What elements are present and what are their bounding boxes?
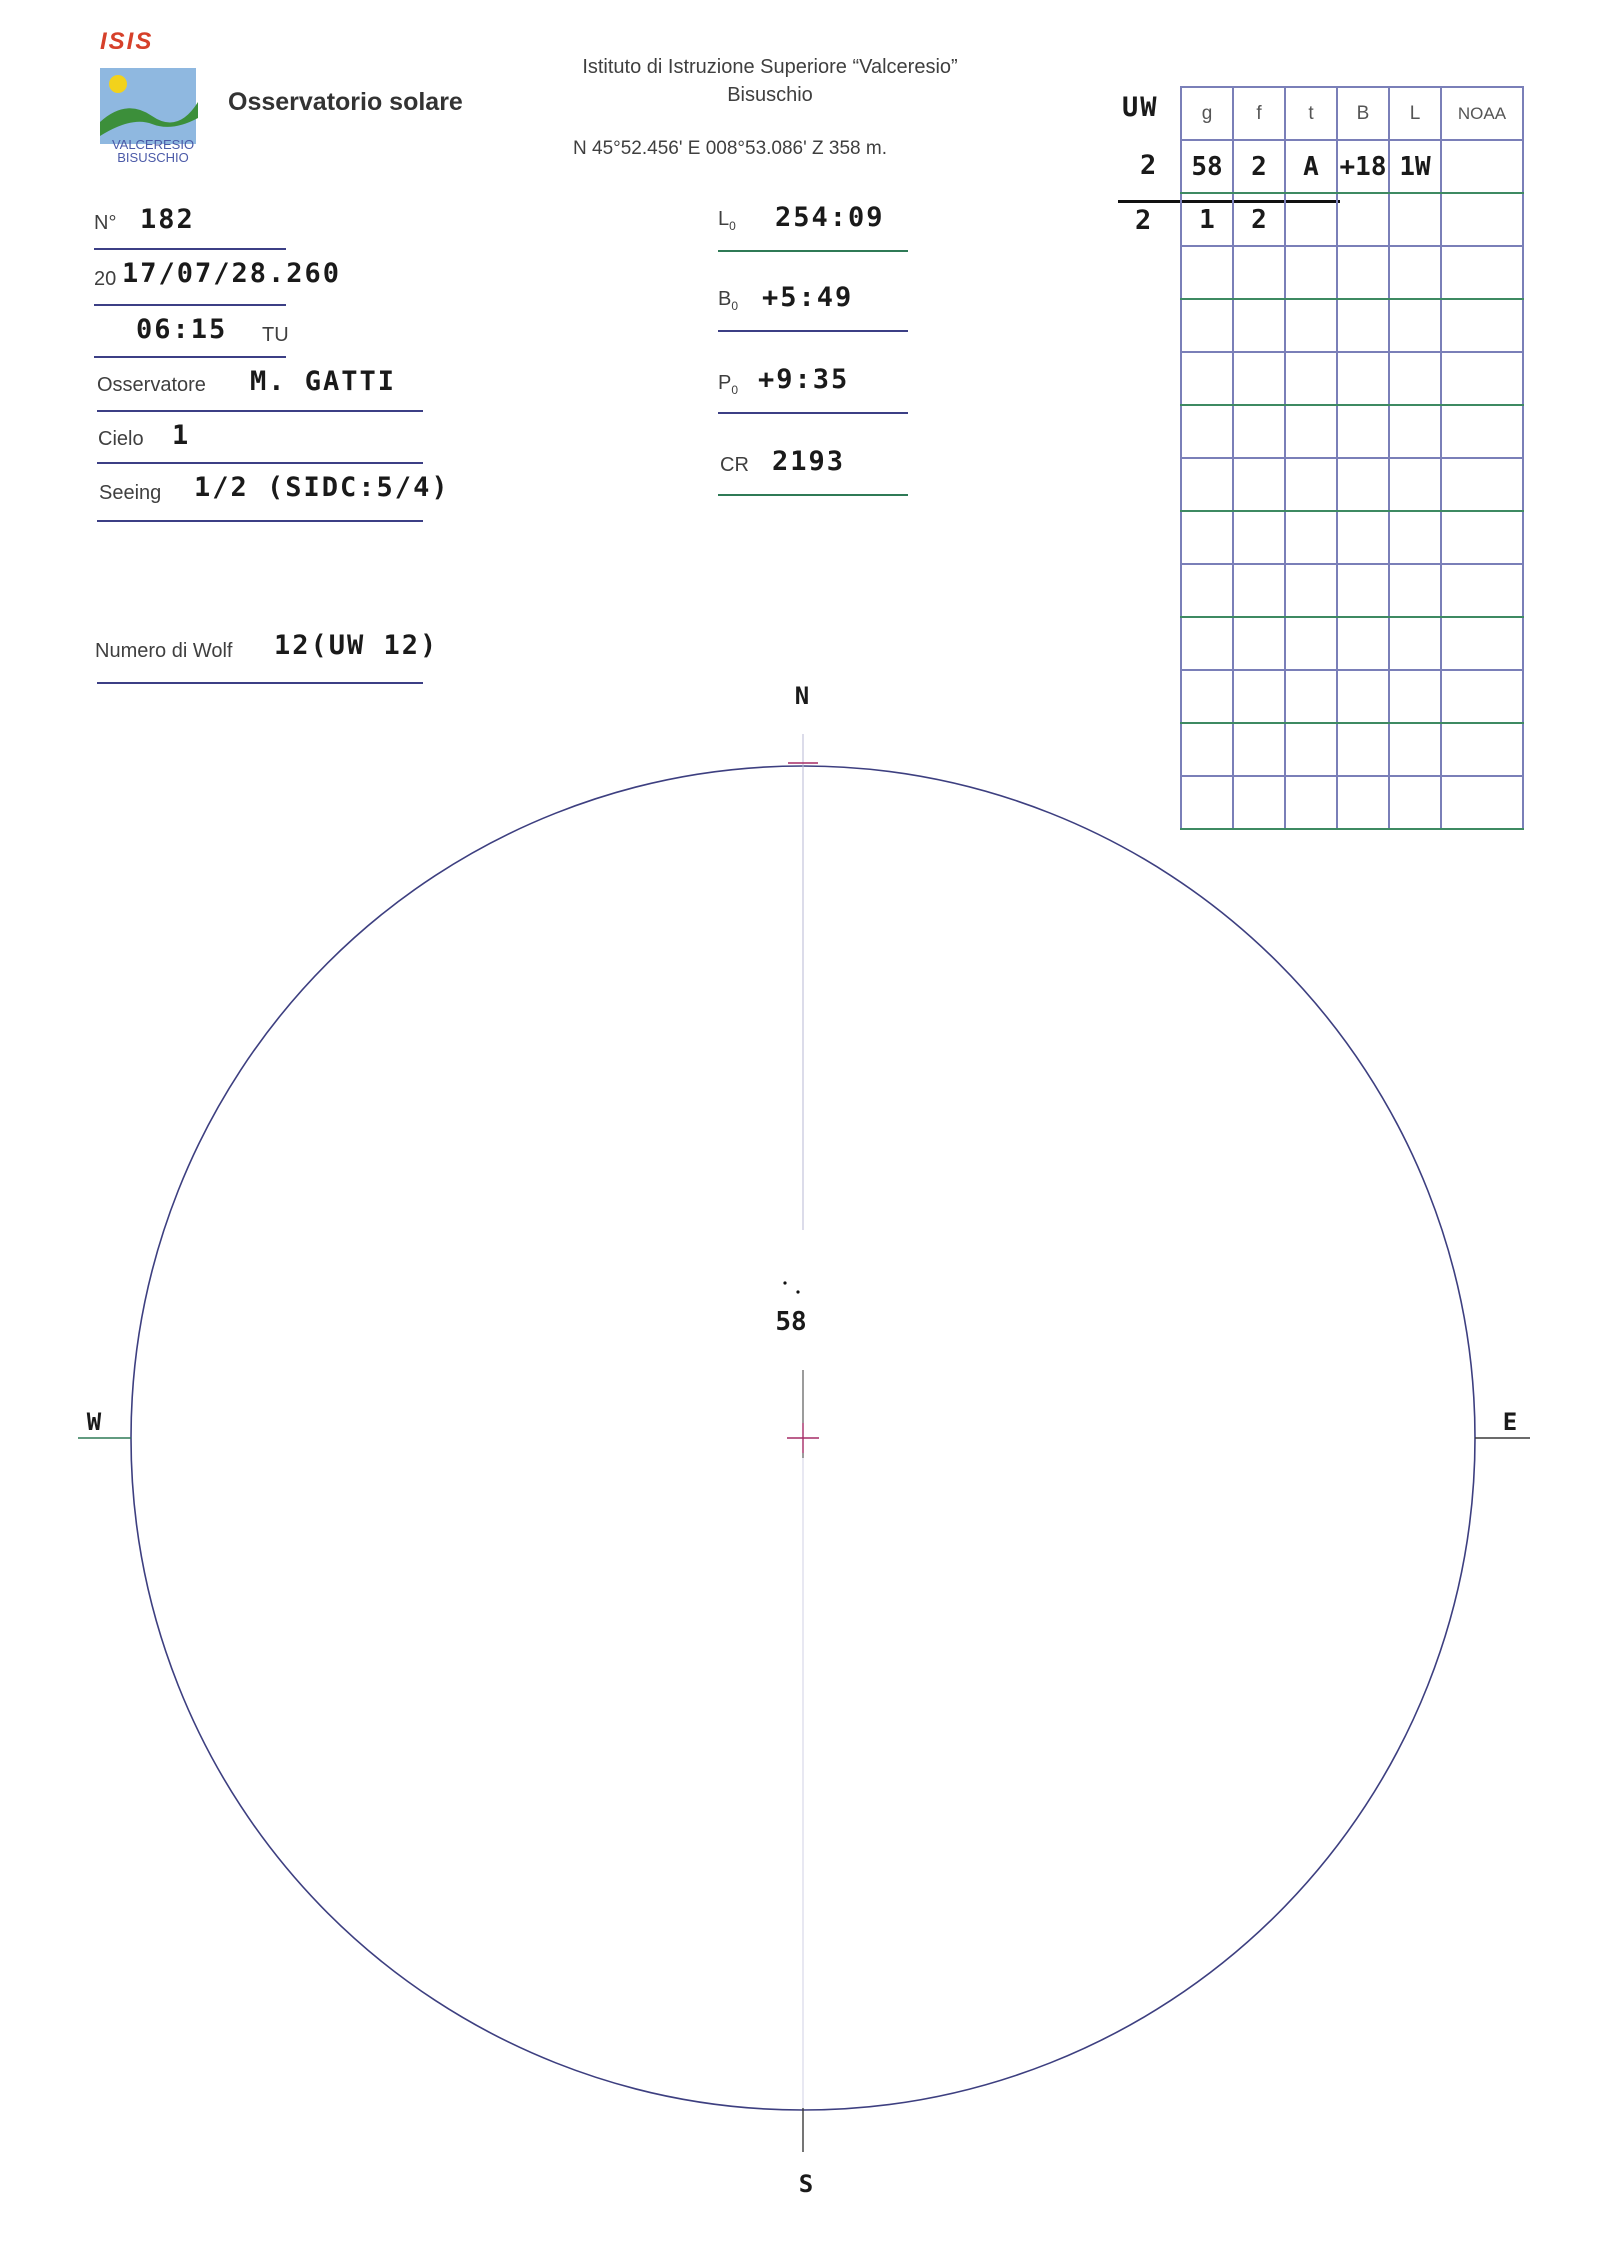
observatory-title: Osservatorio solare <box>228 88 463 116</box>
logo-caption-line1: VALCERESIO <box>111 137 195 152</box>
uw-value-row1: 2 <box>1140 150 1159 181</box>
institute-town: Bisuschio <box>727 84 813 106</box>
col-header-t: t <box>1285 87 1337 140</box>
p0-value: +9:35 <box>758 364 850 395</box>
observer-label: Osservatore <box>97 374 206 396</box>
sunspot-dot <box>796 1290 799 1293</box>
b0-value: +5:49 <box>762 282 854 313</box>
sunspot-dot <box>783 1281 786 1284</box>
wolf-value: 12(UW 12) <box>274 630 439 661</box>
station-coordinates: N 45°52.456' E 008°53.086' Z 358 m. <box>573 138 887 159</box>
b0-label: $B_0$ <box>718 288 739 313</box>
cr-value: 2193 <box>772 446 846 477</box>
table-cell: 2 <box>1233 193 1285 246</box>
table-cell: +18 <box>1337 140 1389 193</box>
sky-value: 1 <box>172 420 191 451</box>
seeing-value: 1/2 (SIDC:5/4) <box>194 472 450 503</box>
col-header-l: L <box>1389 87 1441 140</box>
l0-label: $L_0$ <box>718 208 736 233</box>
number-value: 182 <box>140 204 195 235</box>
table-cell: 58 <box>1181 140 1233 193</box>
col-header-g: g <box>1181 87 1233 140</box>
table-cell: 1 <box>1181 193 1233 246</box>
uw-value-row2: 2 <box>1135 205 1154 236</box>
institute-name: Istituto di Istruzione Superiore “Valceresio” <box>582 56 958 78</box>
group-label: 58 <box>775 1307 807 1337</box>
table-cell: A <box>1285 140 1337 193</box>
logo-wordmark: ISIS <box>100 28 154 55</box>
south-label: S <box>798 2170 814 2198</box>
number-label: N° <box>94 212 117 234</box>
l0-value: 254:09 <box>775 202 885 233</box>
col-header-b: B <box>1337 87 1389 140</box>
date-value: 17/07/28.260 <box>122 258 342 289</box>
time-unit: TU <box>262 324 289 346</box>
north-label: N <box>794 682 810 710</box>
sky-label: Cielo <box>98 428 144 450</box>
west-label: W <box>86 1408 102 1436</box>
col-header-noaa: NOAA <box>1441 87 1523 140</box>
observer-value: M. GATTI <box>250 366 397 397</box>
col-header-f: f <box>1233 87 1285 140</box>
table-cell: 1W <box>1389 140 1441 193</box>
logo-caption-line2: BISUSCHIO <box>117 150 189 165</box>
cr-label: CR <box>720 454 749 476</box>
p0-label: $P_0$ <box>718 372 739 397</box>
wolf-label: Numero di Wolf <box>95 640 233 662</box>
time-value: 06:15 <box>136 314 228 345</box>
uw-header: UW <box>1122 92 1159 123</box>
seeing-label: Seeing <box>99 482 162 504</box>
east-label: E <box>1502 1408 1518 1436</box>
table-cell: 2 <box>1233 140 1285 193</box>
date-prefix: 20 <box>94 268 117 290</box>
